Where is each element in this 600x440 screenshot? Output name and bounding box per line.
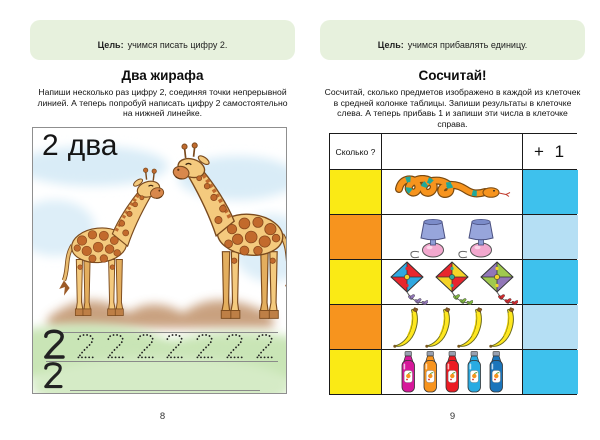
digit-caption [42,129,117,163]
banana-icon [390,305,419,350]
answer-cell-left-row3[interactable] [330,260,381,304]
solid-digit-2 [42,326,66,362]
page-title-right: Сосчитай! [418,68,487,83]
bottle-icon [487,350,506,394]
instructions-left: Напиши несколько раз цифру 2, соединяя точки непрерывной линией. А теперь попробуй написать цифру 2 самостоятельно на нижней линейке. [37,87,288,119]
lamp-icon [406,215,451,259]
goal-label: Цель: [97,39,124,50]
header-middle-empty [382,134,522,169]
dotted-digit-2 [224,330,245,362]
banana-icon [454,305,483,350]
items-cell-snake [382,170,522,214]
page-number-left: 8 [159,411,166,422]
dotted-digit-2 [105,330,126,362]
bottle-icon [421,350,440,394]
kite-icon [476,259,518,305]
answer-cell-right-row1[interactable] [523,170,578,214]
page-right [320,20,585,422]
answer-cell-right-row5[interactable] [523,350,578,394]
practice-row[interactable] [42,359,64,391]
solid-digit-2 [42,378,64,394]
bottle-icon [443,350,462,394]
answer-cell-left-row1[interactable] [330,170,381,214]
goal-bar-left [30,20,295,60]
banana-icon [486,305,515,350]
goal-text: учимся писать цифру 2. [127,39,228,50]
items-cell-banana [382,305,522,349]
kite-icon [431,259,473,305]
dotted-digit-2 [164,330,185,362]
bottle-icon [399,350,418,394]
answer-cell-right-row4[interactable] [523,305,578,349]
answer-cell-right-row3[interactable] [523,260,578,304]
answer-cell-left-row2[interactable] [330,215,381,259]
bottle-icon [465,350,484,394]
digit-numeral: 2 [42,129,59,162]
practice-underline [70,390,260,391]
items-cell-lamp [382,215,522,259]
lamp-icon [454,215,499,259]
page-title-left: Два жирафа [121,68,204,83]
goal-label: Цель: [377,39,404,50]
snake-icon [391,175,513,209]
items-cell-bottle [382,350,522,394]
giraffe-worksheet [32,127,287,394]
answer-cell-left-row4[interactable] [330,305,381,349]
dotted-digit-2 [194,330,215,362]
count-table [329,133,577,395]
page-left [30,20,295,422]
dotted-digit-2 [254,330,275,362]
goal-bar-right [320,20,585,60]
header-plus-one: + 1 [523,134,578,169]
digit-word: два [67,129,118,162]
answer-cell-left-row5[interactable] [330,350,381,394]
dotted-digit-2 [135,330,156,362]
page-number-right: 9 [449,411,456,422]
instructions-right: Сосчитай, сколько предметов изображено в каждой из клеточек в средней колонке таблицы. Запиши результаты в клеточке слева. А теперь прибавь 1 и запиши эти числа в клеточке справа. [324,87,581,130]
answer-cell-right-row2[interactable] [523,215,578,259]
kite-icon [386,259,428,305]
banana-icon [422,305,451,350]
trace-row[interactable] [42,326,275,362]
items-cell-kite [382,260,522,304]
header-how-many: Сколько ? [330,134,381,169]
dotted-digit-2 [75,330,96,362]
goal-text: учимся прибавлять единицу. [407,39,528,50]
